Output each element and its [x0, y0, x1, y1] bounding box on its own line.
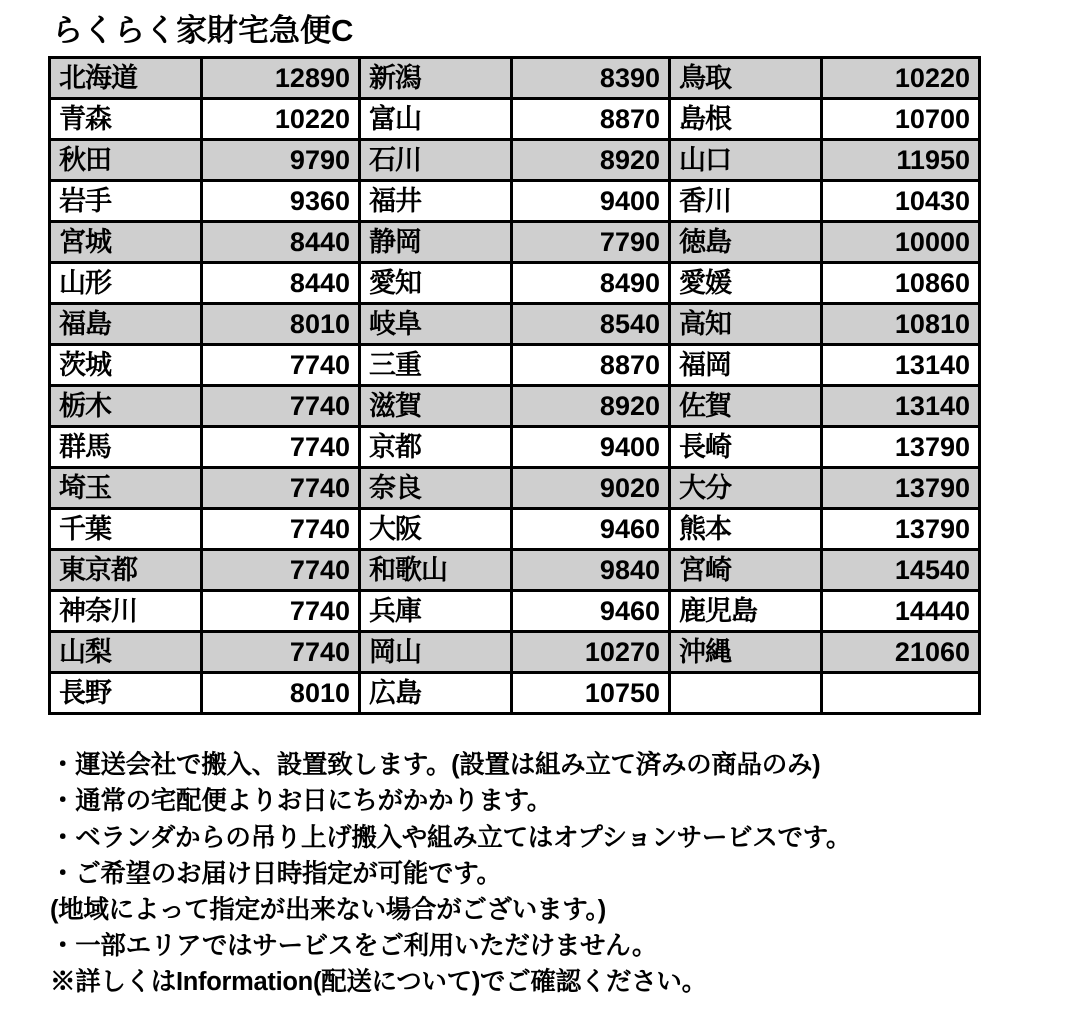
prefecture-name: 東京都 — [50, 550, 202, 591]
prefecture-name: 大阪 — [360, 509, 512, 550]
note-line: (地域によって指定が出来ない場合がございます。) — [50, 895, 606, 924]
prefecture-name: 山口 — [670, 140, 822, 181]
prefecture-rate: 11950 — [822, 140, 980, 181]
prefecture-name: 福島 — [50, 304, 202, 345]
prefecture-rate: 7790 — [512, 222, 670, 263]
prefecture-name: 奈良 — [360, 468, 512, 509]
prefecture-rate: 10810 — [822, 304, 980, 345]
prefecture-name: 岩手 — [50, 181, 202, 222]
table-row — [50, 550, 980, 591]
note-line: ・ご希望のお届け日時指定が可能です。 — [50, 859, 502, 888]
prefecture-name: 熊本 — [670, 509, 822, 550]
table-row — [50, 427, 980, 468]
prefecture-rate: 8920 — [512, 386, 670, 427]
prefecture-rate: 7740 — [202, 345, 360, 386]
prefecture-name: 新潟 — [360, 58, 512, 99]
notes-list — [50, 747, 1080, 1000]
prefecture-name: 愛媛 — [670, 263, 822, 304]
table-row — [50, 140, 980, 181]
table-cell-empty — [670, 673, 822, 714]
table-row — [50, 99, 980, 140]
prefecture-rate: 9360 — [202, 181, 360, 222]
prefecture-rate: 13790 — [822, 427, 980, 468]
prefecture-rate: 9400 — [512, 181, 670, 222]
prefecture-name: 岡山 — [360, 632, 512, 673]
prefecture-name: 愛知 — [360, 263, 512, 304]
prefecture-name: 滋賀 — [360, 386, 512, 427]
prefecture-rate: 8920 — [512, 140, 670, 181]
prefecture-name: 神奈川 — [50, 591, 202, 632]
prefecture-rate: 8010 — [202, 673, 360, 714]
table-row — [50, 58, 980, 99]
prefecture-name: 香川 — [670, 181, 822, 222]
table-row — [50, 591, 980, 632]
prefecture-rate: 10430 — [822, 181, 980, 222]
prefecture-rate: 9840 — [512, 550, 670, 591]
prefecture-rate: 13790 — [822, 468, 980, 509]
prefecture-name: 静岡 — [360, 222, 512, 263]
prefecture-rate: 13140 — [822, 345, 980, 386]
prefecture-rate: 9460 — [512, 591, 670, 632]
prefecture-name: 福井 — [360, 181, 512, 222]
prefecture-rate: 7740 — [202, 632, 360, 673]
prefecture-rate: 12890 — [202, 58, 360, 99]
prefecture-rate: 13140 — [822, 386, 980, 427]
prefecture-name: 大分 — [670, 468, 822, 509]
prefecture-name: 島根 — [670, 99, 822, 140]
table-row — [50, 345, 980, 386]
note-line: ・通常の宅配便よりお日にちがかかります。 — [50, 787, 552, 816]
prefecture-rate: 8440 — [202, 222, 360, 263]
prefecture-rate: 8010 — [202, 304, 360, 345]
prefecture-rate: 8490 — [512, 263, 670, 304]
prefecture-rate: 10220 — [822, 58, 980, 99]
prefecture-rate: 8870 — [512, 345, 670, 386]
prefecture-name: 栃木 — [50, 386, 202, 427]
prefecture-rate: 7740 — [202, 468, 360, 509]
prefecture-rate: 9400 — [512, 427, 670, 468]
prefecture-rate: 7740 — [202, 386, 360, 427]
prefecture-name: 茨城 — [50, 345, 202, 386]
prefecture-name: 三重 — [360, 345, 512, 386]
note-line: ・ベランダからの吊り上げ搬入や組み立てはオプションサービスです。 — [50, 823, 852, 852]
prefecture-name: 青森 — [50, 99, 202, 140]
prefecture-name: 長野 — [50, 673, 202, 714]
prefecture-name: 福岡 — [670, 345, 822, 386]
prefecture-rate: 8540 — [512, 304, 670, 345]
prefecture-rate: 8870 — [512, 99, 670, 140]
prefecture-name: 和歌山 — [360, 550, 512, 591]
prefecture-rate: 8440 — [202, 263, 360, 304]
table-row — [50, 468, 980, 509]
prefecture-rate: 7740 — [202, 427, 360, 468]
prefecture-rate: 10860 — [822, 263, 980, 304]
prefecture-name: 石川 — [360, 140, 512, 181]
shipping-rate-table — [48, 56, 981, 715]
table-body — [50, 58, 980, 714]
prefecture-rate: 7740 — [202, 509, 360, 550]
prefecture-rate: 8390 — [512, 58, 670, 99]
prefecture-rate: 14440 — [822, 591, 980, 632]
prefecture-name: 富山 — [360, 99, 512, 140]
table-row — [50, 222, 980, 263]
prefecture-rate: 10000 — [822, 222, 980, 263]
prefecture-name: 京都 — [360, 427, 512, 468]
prefecture-rate: 10750 — [512, 673, 670, 714]
note-line: ※詳しくはInformation(配送について)でご確認ください。 — [50, 968, 707, 997]
prefecture-rate: 10700 — [822, 99, 980, 140]
table-row — [50, 181, 980, 222]
prefecture-name: 宮城 — [50, 222, 202, 263]
prefecture-name: 群馬 — [50, 427, 202, 468]
prefecture-name: 千葉 — [50, 509, 202, 550]
table-cell-empty — [822, 673, 980, 714]
prefecture-name: 高知 — [670, 304, 822, 345]
prefecture-rate: 10220 — [202, 99, 360, 140]
prefecture-rate: 7740 — [202, 591, 360, 632]
prefecture-name: 秋田 — [50, 140, 202, 181]
prefecture-name: 北海道 — [50, 58, 202, 99]
prefecture-rate: 21060 — [822, 632, 980, 673]
prefecture-name: 長崎 — [670, 427, 822, 468]
prefecture-name: 広島 — [360, 673, 512, 714]
prefecture-name: 鹿児島 — [670, 591, 822, 632]
note-line: ・一部エリアではサービスをご利用いただけません。 — [50, 932, 658, 961]
prefecture-name: 埼玉 — [50, 468, 202, 509]
prefecture-name: 宮崎 — [670, 550, 822, 591]
prefecture-name: 山梨 — [50, 632, 202, 673]
prefecture-rate: 9020 — [512, 468, 670, 509]
table-row — [50, 304, 980, 345]
note-line: ・運送会社で搬入、設置致します。(設置は組み立て済みの商品のみ) — [50, 751, 821, 780]
prefecture-name: 山形 — [50, 263, 202, 304]
table-row — [50, 386, 980, 427]
prefecture-name: 鳥取 — [670, 58, 822, 99]
prefecture-name: 岐阜 — [360, 304, 512, 345]
prefecture-rate: 9790 — [202, 140, 360, 181]
prefecture-rate: 14540 — [822, 550, 980, 591]
table-row — [50, 509, 980, 550]
prefecture-name: 徳島 — [670, 222, 822, 263]
table-row — [50, 632, 980, 673]
prefecture-rate: 10270 — [512, 632, 670, 673]
prefecture-name: 兵庫 — [360, 591, 512, 632]
prefecture-name: 沖縄 — [670, 632, 822, 673]
prefecture-rate: 9460 — [512, 509, 670, 550]
prefecture-name: 佐賀 — [670, 386, 822, 427]
page-title: らくらく家財宅急便C — [52, 13, 354, 48]
table-row — [50, 263, 980, 304]
table-row — [50, 673, 980, 714]
prefecture-rate: 7740 — [202, 550, 360, 591]
prefecture-rate: 13790 — [822, 509, 980, 550]
